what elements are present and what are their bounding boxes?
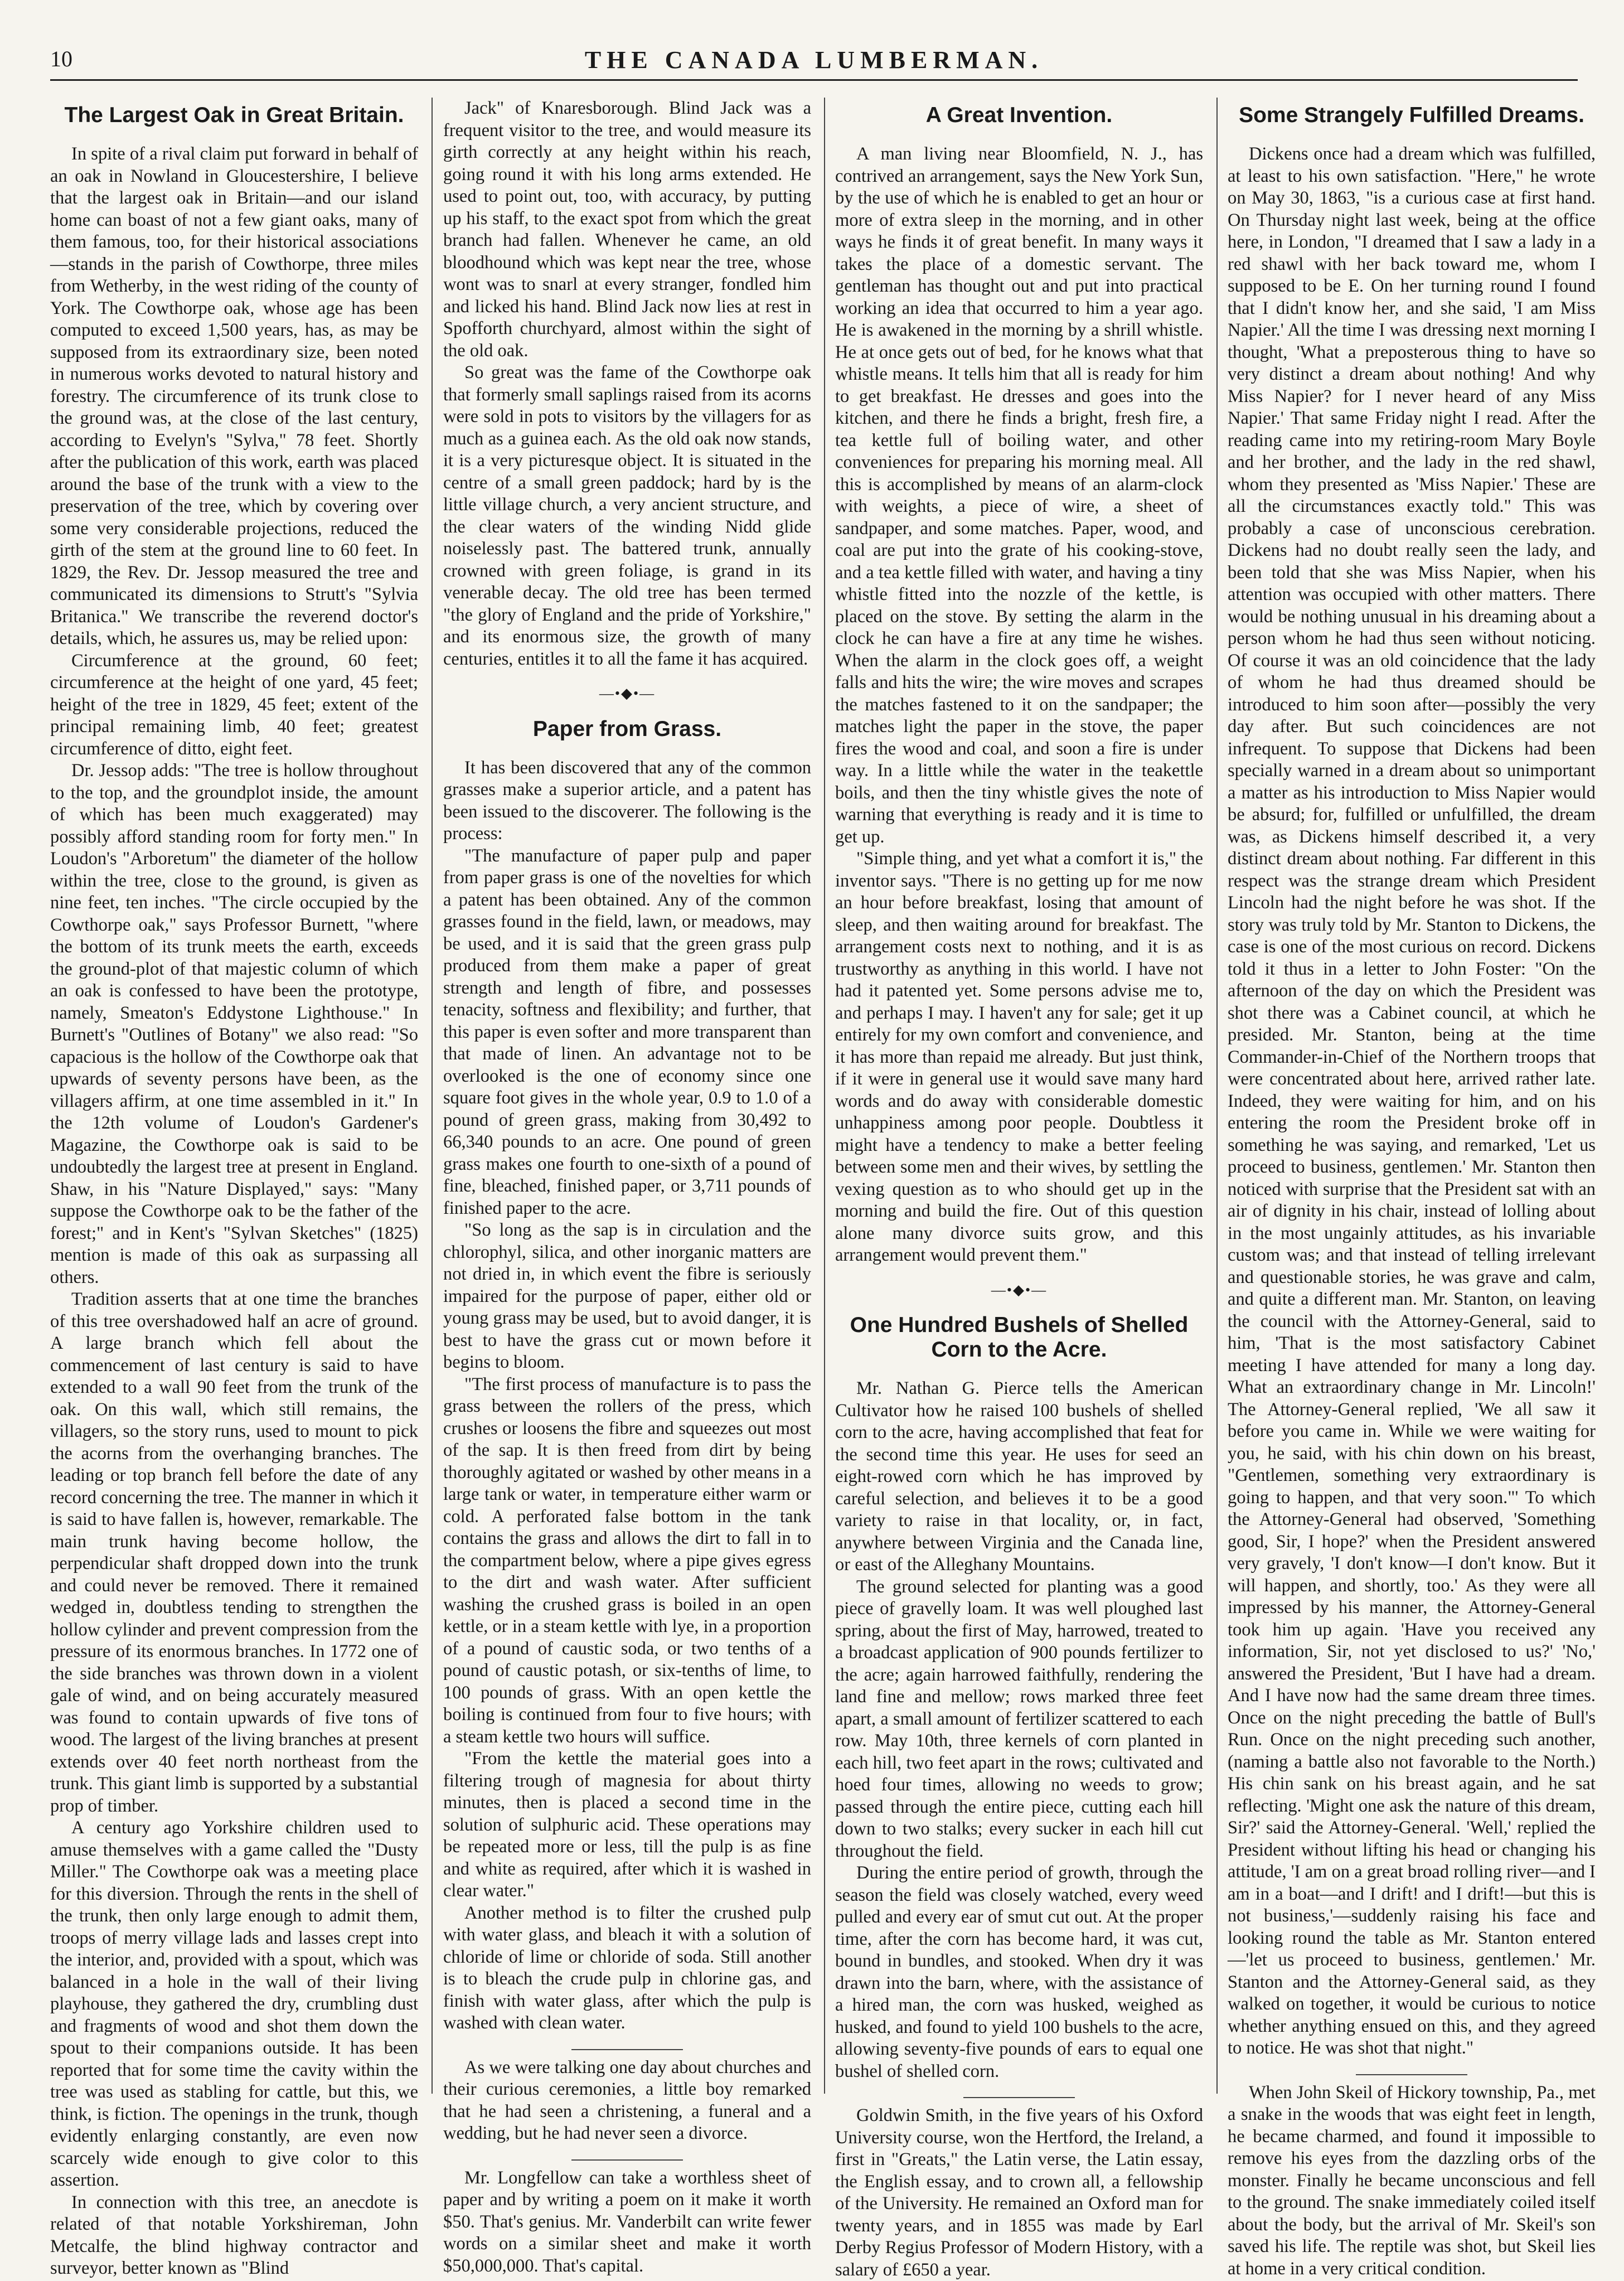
article-paragraph: In spite of a rival claim put forward in behalf of an oak in Nowland in Gloucestershire, I believe that the largest oak in Britain—and our island home can boast of not a few giant oaks, many of them famous, too, for their historical associations—stands in the parish of Cowthorpe, three miles from Wetherby, in the west riding of the county of York. The Cowthorpe oak, whose age has been computed to exceed 1,500 years, has, as may be supposed from its extraordinary size, been noted in numerous works devoted to natural history and forestry. The circumference of its trunk close to the ground was, at the close of the last century, according to Evelyn's "Sylva," 78 feet. Shortly after the publication of this work, earth was placed around the base of the trunk with a view to the preservation of the tree, which by covering over some very considerable projections, reduced the girth of the stem at the ground line to 60 feet. In 1829, the Rev. Dr. Jessop measured the tree and communicated its dimensions to Strutt's "Sylvia Britanica." We transcribe the reverend doctor's details, which, he assures us, may be relied upon:	[50, 144, 418, 648]
article	[835, 103, 1203, 1267]
short-rule	[571, 2049, 683, 2050]
short-rule	[1356, 2074, 1467, 2075]
ornament-divider: —•◆•—	[599, 685, 656, 701]
article-paragraph: Circumference at the ground, 60 feet; circumference at the height of one yard, 45 feet; height of the tree in 1829, 45 feet; extent of the principal remaining limb, 40 feet; greatest circumference of ditto, eight feet.	[50, 650, 418, 759]
article-title: One Hundred Bushels of Shelled Corn to the Acre.	[850, 1313, 1189, 1362]
article-paragraph: So great was the fame of the Cowthorpe oak that formerly small saplings raised from its acorns were sold in pots to visitors by the villagers for as much as a guinea each. As the old oak now stands, it is a very picturesque object. It is situated in the centre of a small green paddock; hard by is the little village church, a very ancient structure, and the clear waters of the winding Nidd glide noiselessly past. The battered trunk, annually crowned with green foliage, is grand in its venerable decay. The old tree has been termed "the glory of England and the pride of Yorkshire," and its enormous size, the growth of many centuries, entitles it to all the fame it has acquired.	[443, 362, 811, 669]
article-paragraph: A century ago Yorkshire children used to amuse themselves with a game called the "Dusty Miller." The Cowthorpe oak was a meeting place for this diversion. Through the rents in the shell of the trunk, then only large enough to admit them, troops of merry village lads and lasses crept into the interior, and, provided with a spout, which was balanced in a hole in the wall of their living playhouse, they gathered the dry, crumbling dust and fragments of wood and shot them down the spout to their companions outside. It has been reported that for some time the cavity within the tree was used as stabling for cattle, but this, we think, is fiction. The openings in the trunk, though evidently enlarging constantly, are even now scarcely wide enough to give color to this assertion.	[50, 1818, 418, 2190]
column-3	[835, 98, 1203, 2280]
article-title: Some Strangely Fulfilled Dreams.	[1239, 103, 1584, 127]
page-number: 10	[50, 46, 72, 71]
article-paragraph: "From the kettle the material goes into a filtering trough of magnesia for about thirty minutes, then is placed a second time in the solution of sulphuric acid. These operations may be repeated more or less, till the pulp is as fine and white as required, after which it is washed in clear water."	[443, 1749, 811, 1901]
article-paragraph: Mr. Nathan G. Pierce tells the American Cultivator how he raised 100 bushels of shelled corn to the acre, having accomplished that feat for the second time this year. He uses for seed an eight-rowed corn which he has improved by careful selection, and believes it to be a good variety to raise in that locality, or, in fact, anywhere between Virginia and the Canada line, or east of the Alleghany Mountains.	[835, 1378, 1203, 1575]
article-paragraph: As we were talking one day about churches and their curious ceremonies, a little boy remarked that he had seen a christening, a funeral and a wedding, but he had never seen a divorce.	[443, 2057, 811, 2143]
column-1	[50, 98, 418, 2278]
article-paragraph: Goldwin Smith, in the five years of his Oxford University course, won the Hertford, the Ireland, a first in "Greats," the Latin verse, the Latin essay, the English essay, and to crown all, a fellowship of the University. He remained an Oxford man for twenty years, and in 1855 was made by Earl Derby Regius Professor of Modern History, with a salary of £650 a year.	[835, 2105, 1203, 2280]
article	[835, 1313, 1203, 2083]
column-rule	[432, 98, 433, 2094]
article	[443, 2167, 811, 2278]
article	[1228, 2082, 1596, 2280]
article	[443, 2057, 811, 2145]
article	[1228, 103, 1596, 2060]
short-rule	[963, 2097, 1075, 2098]
column-4	[1228, 98, 1596, 2279]
article-title: A Great Invention.	[925, 103, 1113, 127]
article-paragraph: The ground selected for planting was a good piece of gravelly loam. It was well ploughed last spring, about the first of May, harrowed, treated to a broadcast application of 900 pounds fertilizer to the acre; again harrowed faithfully, rendering the land fine and mellow; rows marked three feet apart, a small amount of fertilizer scattered to each row. May 10th, three kernels of corn planted in each hill, two feet apart in the rows; cultivated and hoed four times, allowing no weeds to grow; passed through the entire piece, cutting each hill down to two stalks; every sucker in each hill cut throughout the field.	[835, 1576, 1203, 1861]
page-header	[50, 46, 1578, 81]
article-paragraph: "The manufacture of paper pulp and paper from paper grass is one of the novelties for which a patent has been obtained. Any of the common grasses found in the field, lawn, or meadows, may be used, and it is said that the green grass pulp produced from them make a paper of great strength and length of fibre, and possesses tenacity, softness and flexibility; and further, that this paper is even softer and more transparent than that made of linen. An advantage not to be overlooked is the one of economy since one square foot gives in the whole year, 0.9 to 1.0 of a pound of green grass, making from 30,492 to 66,340 pounds to an acre. One pound of green grass makes one fourth to one-sixth of a pound of fine, bleached, finished paper, or 3,711 pounds of finished paper to the acre.	[443, 845, 811, 1218]
article-paragraph: Jack" of Knaresborough. Blind Jack was a frequent visitor to the tree, and would measure its girth correctly at any height within his reach, going round it with his long arms extended. He used to point out, too, with accuracy, by putting up his staff, to the exact spot from which the great branch had fallen. Whenever he came, an old bloodhound which was kept near the tree, whose wont was to snarl at every stranger, fondled him and licked his hand. Blind Jack now lies at rest in Spofforth churchyard, almost within the sight of the old oak.	[443, 98, 811, 361]
article-title: The Largest Oak in Great Britain.	[64, 103, 404, 127]
article-paragraph: "Simple thing, and yet what a comfort it is," the inventor says. "There is no getting up for me now an hour before breakfast, losing that amount of sleep, and then waiting around for breakfast. The arrangement costs next to nothing, and it is as trustworthy as anything in this world. I have not had it patented yet. Some persons advise me to, and perhaps I may. I haven't any for sale; get it up entirely for my own comfort and convenience, and it has more than repaid me already. But just think, if it were in general use it would save many hard words and do away with considerable domestic unhappiness among poor people. Doubtless it might have a tendency to make a better feeling between some men and their wives, by settling the vexing question as to who should get up in the morning and build the fire. Out of this question alone many divorce suits grow, and this arrangement would prevent them."	[835, 849, 1203, 1265]
article-paragraph: "The first process of manufacture is to pass the grass between the rollers of the press, which crushes or loosens the fibre and squeezes out most of the sap. It is then freed from dirt by being thoroughly agitated or washed by other means in a large tank or water, in temperature either warm or cold. A perforated false bottom in the tank contains the grass and allows the dirt to fall in to the compartment below, where a pipe gives egress to the dirt and wash water. After sufficient washing the crushed grass is boiled in an open kettle, or in a steam kettle with lye, in a proportion of a pound of caustic soda, or two tenths of a pound of caustic potash, or six-tenths of lime, to 100 pounds of grass. With an open kettle the boiling is continued from four to five hours; with a steam kettle two hours will suffice.	[443, 1374, 811, 1747]
article-paragraph: Dr. Jessop adds: "The tree is hollow throughout to the top, and the groundplot inside, the amount of which has been much exaggerated) may possibly afford standing room for forty men." In Loudon's "Arboretum" the diameter of the hollow within the tree, close to the ground, is given as nine feet, ten inches. "The circle occupied by the Cowthorpe oak," says Professor Burnett, "where the bottom of its trunk meets the earth, exceeds the ground-plot of that majestic column of which an oak is confessed to have been the prototype, namely, Smeaton's Eddystone Lighthouse." In Burnett's "Outlines of Botany" we also read: "So capacious is the hollow of the Cowthorpe oak that upwards of seventy persons have been, as the villagers affirm, at one time assembled in it." In the 12th volume of Loudon's Gardener's Magazine, the Cowthorpe oak is said to be undoubtedly the largest tree at present in England. Shaw, in his "Nature Displayed," says: "Many suppose the Cowthorpe oak to be the father of the forest;" and in Kent's "Sylvan Sketches" (1825) mention is made of this oak as surpassing all others.	[50, 761, 418, 1287]
article-paragraph: "So long as the sap is in circulation and the chlorophyl, silica, and other inorganic matters are not dried in, in which event the fibre is seriously impaired for the purpose of paper, either old or young grass may be used, but to avoid danger, it is best to have the grass cut or mown before it begins to bloom.	[443, 1220, 811, 1372]
article-title: Paper from Grass.	[532, 716, 722, 741]
column-rule	[1216, 98, 1218, 2094]
article	[835, 2105, 1203, 2281]
article-paragraph: Dickens once had a dream which was fulfilled, at least to his own satisfaction. "Here," he wrote on May 30, 1863, "is a curious case at first hand. On Thursday night last week, being at the office here, in London, "I dreamed that I saw a lady in a red shawl with her back toward me, whom I supposed to be E. On her turning round I found that I didn't know her, and she said, 'I am Miss Napier.' All the time I was dressing next morning I thought, 'What a preposterous thing to have so very distinct a dream about nothing! And why Miss Napier? for I never heard of any Miss Napier.' That same Friday night I read. After the reading came into my retiring-room Mary Boyle and her brother, and the lady in the red shawl, whom they presented as 'Miss Napier.' These are all the circumstances exactly told." This was probably a case of unconscious cerebration. Dickens had no doubt really seen the lady, and been told that she was Miss Napier, when his attention was occupied with other matters. There would be nothing unusual in his dreaming about a person whom he had thus seen without noticing. Of course it was an old coincidence that the lady of whom he had thus dreamed should be introduced to him soon after—possibly the very day after. But such coincidences are not infrequent. To suppose that Dickens had been specially warned in a dream about so unimportant a matter as his introduction to Miss Napier would be absurd; for, fulfilled or unfulfilled, the dream was, as Dickens himself described it, a very distinct dream about nothing. Far different in this respect was the strange dream which President Lincoln had the night before he was shot. If the story was truly told by Mr. Stanton to Dickens, the case is one of the most curious on record. Dickens told it thus in a letter to John Foster: "On the afternoon of the day on which the President was shot there was a Cabinet council, at which he presided. Mr. Stanton, being at the time Commander-in-Chief of the Northern troops that were concentrated about here, arrived rather late. Indeed, they were waiting for him, and on his entering the room the President broke off in something he was saying, and remarked, 'Let us proceed to business, gentlemen.' Mr. Stanton then noticed with surprise that the President sat with an air of dignity in his chair, instead of lolling about in the most ungainly attitudes, as his invariable custom was; and that instead of telling irrelevant and questionable stories, he was grave and calm, and quite a different man. Mr. Stanton, on leaving the council with the Attorney-General, said to him, 'That is the most satisfactory Cabinet meeting I have attended for many a long day. What an extraordinary change in Mr. Lincoln!' The Attorney-General replied, 'We all saw it before you came in. While we were waiting for you, he said, with his chin down on his breast, "Gentlemen, something very extraordinary is going to happen, and that very soon."' To which the Attorney-General had observed, 'Something good, Sir, I hope?' when the President answered very gravely, 'I don't know—I don't know. But it will happen, and shortly, too.' As they were all impressed by his manner, the Attorney-General took him up again. 'Have you received any information, Sir, not yet disclosed to us?' 'No,' answered the President, 'But I have had a dream. And I have now had the same dream three times. Once on the night preceding the battle of Bull's Run. Once on the night preceding such another, (naming a battle also not favorable to the North.) His chin sank on his breast again, and he sat reflecting. 'Might one ask the nature of this dream, Sir?' said the Attorney-General. 'Well,' replied the President without lifting his head or changing his attitude, 'I am on a great broad rolling river—and I am in a boat—and I drift! and I drift!—but this is not business,'—suddenly raising his face and looking round the table as Mr. Stanton entered—'let us proceed to business, gentlemen.' Mr. Stanton and the Attorney-General said, as they walked on together, it would be curious to notice whether anything ensued on this, and they agreed to notice. He was shot that night."	[1228, 144, 1596, 2058]
short-rule	[571, 2159, 683, 2161]
article-paragraph: In connection with this tree, an anecdote is related of that notable Yorkshireman, John Metcalfe, the blind highway contractor and surveyor, better known as "Blind	[50, 2192, 418, 2278]
ornament-divider: —•◆•—	[991, 1281, 1048, 1298]
article	[50, 103, 418, 2280]
article-paragraph: During the entire period of growth, through the season the field was closely watched, every weed pulled and every ear of smut cut out. At the proper time, after the corn has become hard, it was cut, bound in bundles, and stooked. When dry it was drawn into the barn, where, with the assistance of a hired man, the corn was husked, weighed as husked, and found to yield 100 bushels to the acre, allowing seventy-five pounds of ears to equal one bushel of shelled corn.	[835, 1863, 1203, 2081]
article-paragraph: A man living near Bloomfield, N. J., has contrived an arrangement, says the New York Sun, by the use of which he is enabled to get an hour or more of extra sleep in the morning, and in other ways he finds it of great benefit. In many ways it takes the place of a domestic servant. The gentleman has thought out and put into practical working an idea that occurred to him a year ago. He is awakened in the morning by a shrill whistle. He at once gets out of bed, for he knows what that whistle means. It tells him that all is ready for him to get breakfast. He dresses and goes into the kitchen, and there he finds a bright, fresh fire, a tea kettle full of boiling water, and other conveniences for preparing his morning meal. All this is accomplished by means of an alarm-clock with weights, a piece of wire, a sheet of sandpaper, and some matches. Paper, wood, and coal are put into the grate of his cooking-stove, and a tea kettle filled with water, and having a tiny whistle fitted into the nozzle of the kettle, is placed on the stove. By setting the alarm in the clock he can have a fire at any time he wishes. When the alarm in the clock goes off, a weight falls and hits the wire; the wire moves and scrapes the matches fastened to it on the sandpaper; the matches light the paper in the stove, the paper fires the wood and coal, and soon a fire is under way. In a little while the water in the teakettle boils, and then the tiny whistle gives the note of warning that everything is ready and it is time to get up.	[835, 144, 1203, 847]
article-paragraph: When John Skeil of Hickory township, Pa., met a snake in the woods that was eight feet in length, he became charmed, and found it impossible to remove his eyes from the dazzling orbs of the monster. Finally he became unconscious and fell to the ground. The snake immediately coiled itself about the body, but the arrival of Mr. Skeil's son saved his life. The reptile was shot, but Skeil lies at home in a very critical condition.	[1228, 2082, 1596, 2279]
column-rule	[824, 98, 825, 2094]
column-2	[443, 98, 811, 2276]
article	[443, 98, 811, 670]
article-paragraph: It has been discovered that any of the common grasses make a superior article, and a patent has been issued to the discoverer. The following is the process:	[443, 757, 811, 844]
article	[443, 717, 811, 2035]
article-paragraph: Mr. Longfellow can take a worthless sheet of paper and by writing a poem on it make it worth $50. That's genius. Mr. Vanderbilt can write fewer words on a similar sheet and make it worth $50,000,000. That's capital.	[443, 2167, 811, 2276]
running-title: THE CANADA LUMBERMAN.	[584, 46, 1044, 74]
article-paragraph: Tradition asserts that at one time the branches of this tree overshadowed half an acre of ground. A large branch which fell about the commencement of last century is said to have extended to a wall 90 feet from the trunk of the oak. On this wall, which still remains, the villagers, so the story runs, used to mount to pick the acorns from the overhanging branches. The leading or top branch fell before the date of any record concerning the tree. The manner in which it is said to have fallen is, however, remarkable. The main trunk having become hollow, the perpendicular shaft dropped down into the trunk and could never be removed. There it remained wedged in, doubtless tending to strengthen the hollow cylinder and prevent compression from the pressure of its enormous branches. In 1772 one of the side branches was thrown down in a violent gale of wind, and on being accurately measured was found to contain upwards of five tons of wood. The largest of the living branches at present extends over 40 feet north northeast from the trunk. This giant limb is supported by a substantial prop of timber.	[50, 1289, 418, 1816]
article-paragraph: Another method is to filter the crushed pulp with water glass, and bleach it with a solution of chloride of lime or chloride of soda. Still another is to bleach the crude pulp in chlorine gas, and finish with water glass, after which the pulp is washed with clean water.	[443, 1902, 811, 2033]
